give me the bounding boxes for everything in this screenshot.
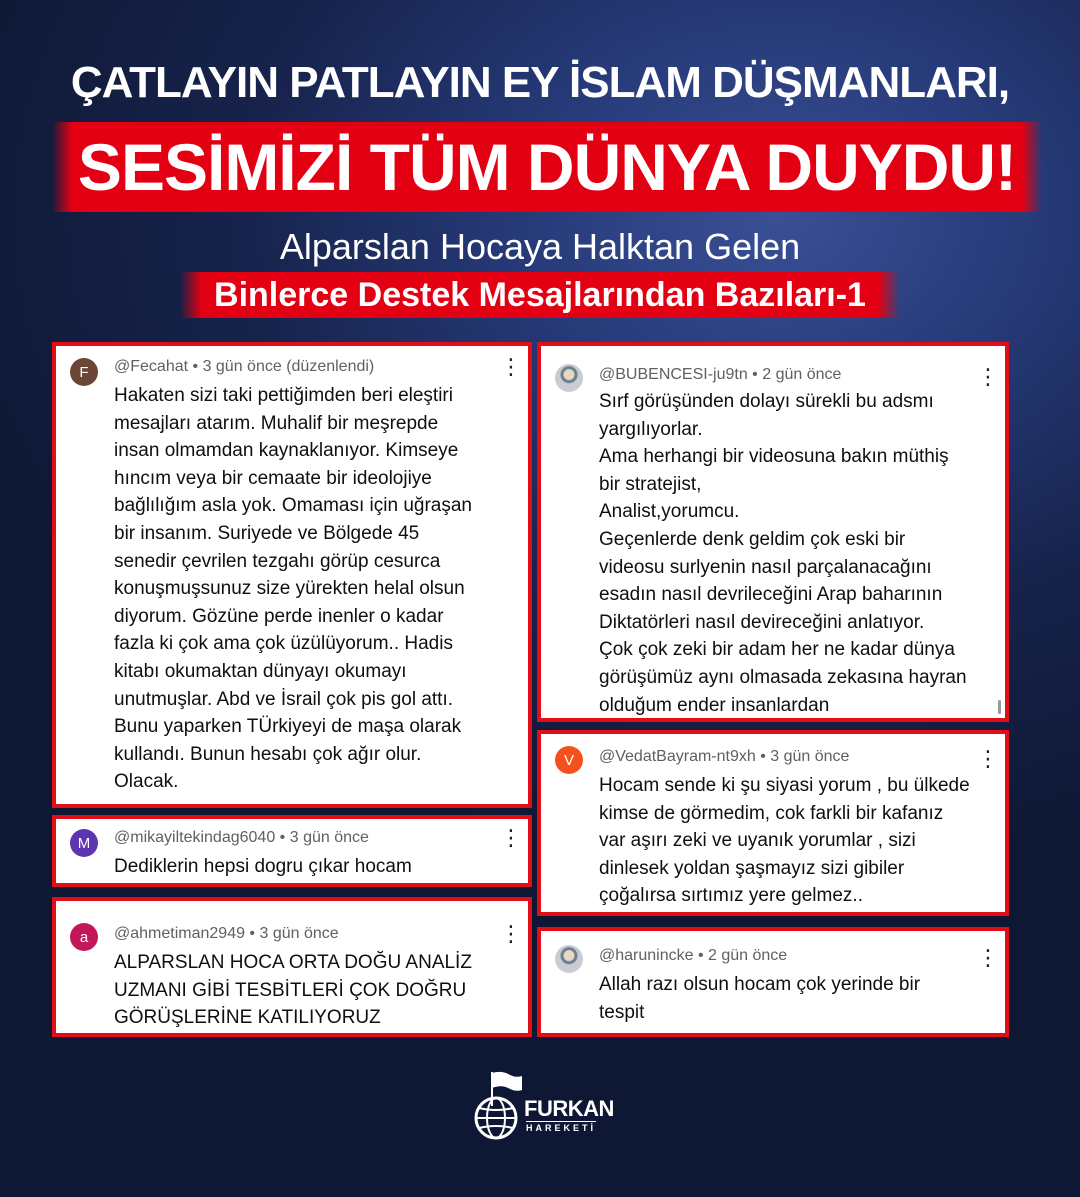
- avatar[interactable]: [555, 364, 583, 392]
- comment-card-mikayiltekindag: [52, 815, 532, 887]
- avatar[interactable]: V: [555, 746, 583, 774]
- comment-text: ALPARSLAN HOCA ORTA DOĞU ANALİZ UZMANI GİBİ TESBİTLERİ ÇOK DOĞRU GÖRÜŞLERİNE KATILIYORUZ: [114, 952, 472, 1029]
- comment-author[interactable]: @harunincke: [599, 947, 694, 964]
- comment-text: Dediklerin hepsi dogru çıkar hocam: [114, 856, 412, 877]
- comment-card-fecahat: [52, 342, 532, 808]
- comment-author[interactable]: @mikayiltekindag6040: [114, 829, 276, 846]
- comment-time[interactable]: 2 gün önce: [708, 947, 788, 964]
- avatar[interactable]: F: [70, 358, 98, 386]
- comment-meta: @BUBENCESI-ju9tn • 2 gün önce: [599, 366, 842, 383]
- comment-text: Allah razı olsun hocam çok yerinde bir tespit: [599, 974, 921, 1023]
- comment-meta: @VedatBayram-nt9xh • 3 gün önce: [599, 748, 850, 765]
- comment-meta: @harunincke • 2 gün önce: [599, 947, 788, 964]
- globe-flag-icon: [472, 1068, 524, 1140]
- banner-text: SESİMİZİ TÜM DÜNYA DUYDU!: [77, 130, 1017, 204]
- more-options-icon[interactable]: ⋮: [977, 946, 999, 971]
- headline: ÇATLAYIN PATLAYIN EY İSLAM DÜŞMANLARI,: [70, 58, 1010, 107]
- comment-author[interactable]: @ahmetiman2949: [114, 925, 245, 942]
- more-options-icon[interactable]: ⋮: [977, 365, 999, 390]
- comment-meta: @Fecahat • 3 gün önce (düzenlendi): [114, 358, 375, 375]
- logo-subtitle: HAREKETİ: [526, 1123, 597, 1133]
- avatar[interactable]: [555, 945, 583, 973]
- comment-time[interactable]: 3 gün önce: [259, 925, 339, 942]
- subbanner-text: Binlerce Destek Mesajlarından Bazıları-1: [214, 275, 866, 314]
- comment-time[interactable]: 3 gün önce (düzenlendi): [202, 358, 375, 375]
- comment-time[interactable]: 3 gün önce: [289, 829, 369, 846]
- comment-text: Sırf görüşünden dolayı sürekli bu adsmı yargılıyorlar. Ama herhangi bir videosuna bakın müthiş bir stratejist, Analist,yorumcu. Geçenlerde denk geldim çok eski bir videosu surlyenin nasıl parçalanacağını esadın nasıl devrileceğini Arap baharının Diktatörleri nasıl devireceğini anlatıyor. Çok çok zeki bir adam her ne kadar dünya görüşümüz aynı olmasada zekasına hayran olduğum ender insanlardan: [599, 391, 967, 716]
- comment-author[interactable]: @VedatBayram-nt9xh: [599, 748, 756, 765]
- avatar[interactable]: M: [70, 829, 98, 857]
- comment-card-bubencesi: [537, 342, 1009, 722]
- comment-time[interactable]: 2 gün önce: [762, 366, 842, 383]
- comment-meta: @mikayiltekindag6040 • 3 gün önce: [114, 829, 369, 846]
- comment-time[interactable]: 3 gün önce: [770, 748, 850, 765]
- comment-card-harunincke: [537, 927, 1009, 1037]
- comment-text: Hocam sende ki şu siyasi yorum , bu ülkede kimse de görmedim, cok farkli bir kafanız var aşırı zeki ve uyanık yorumlar , sizi dinlesek yoldan şaşmayız sizi gibiler çoğalırsa sırtımız yere gelmez..: [599, 775, 970, 907]
- comment-author[interactable]: @Fecahat: [114, 358, 189, 375]
- comment-card-ahmetiman: [52, 897, 532, 1037]
- more-options-icon[interactable]: ⋮: [977, 747, 999, 772]
- more-options-icon[interactable]: ⋮: [500, 826, 522, 851]
- scrollbar[interactable]: [998, 700, 1001, 714]
- comment-meta: @ahmetiman2949 • 3 gün önce: [114, 925, 339, 942]
- comment-text: Hakaten sizi taki pettiğimden beri eleştiri mesajları atarım. Muhalif bir meşrepde insan olmamdan kaynaklanıyor. Kimseye hıncım veya bir cemaate bir ideolojiye bağlılığım asla yok. Omaması için uğraşan bir insanım. Suriyede ve Bölgede 45 senedir çevrilen tezgahı görüp cesurca konuşmuşsunuz size yürekten helal olsun diyorum. Gözüne perde inenler o kadar fazla ki çok ama çok üzülüyorum.. Hadis kitabı okumaktan dünyayı okumayı unutmuşlar. Abd ve İsrail çok pis gol attı. Bunu yaparken TÜrkiyeyi de maşa olarak kullandı. Bunun hesabı çok ağır olur. Olacak.: [114, 385, 472, 793]
- headline-banner: [52, 122, 1042, 212]
- comment-author[interactable]: @BUBENCESI-ju9tn: [599, 366, 748, 383]
- subheadline-banner: [180, 272, 900, 318]
- more-options-icon[interactable]: ⋮: [500, 355, 522, 380]
- avatar[interactable]: a: [70, 923, 98, 951]
- logo-name: FURKAN: [524, 1096, 614, 1121]
- furkan-logo: [472, 1068, 612, 1140]
- comment-card-vedatbayram: [537, 730, 1009, 916]
- subheadline: Alparslan Hocaya Halktan Gelen: [279, 226, 801, 267]
- more-options-icon[interactable]: ⋮: [500, 922, 522, 947]
